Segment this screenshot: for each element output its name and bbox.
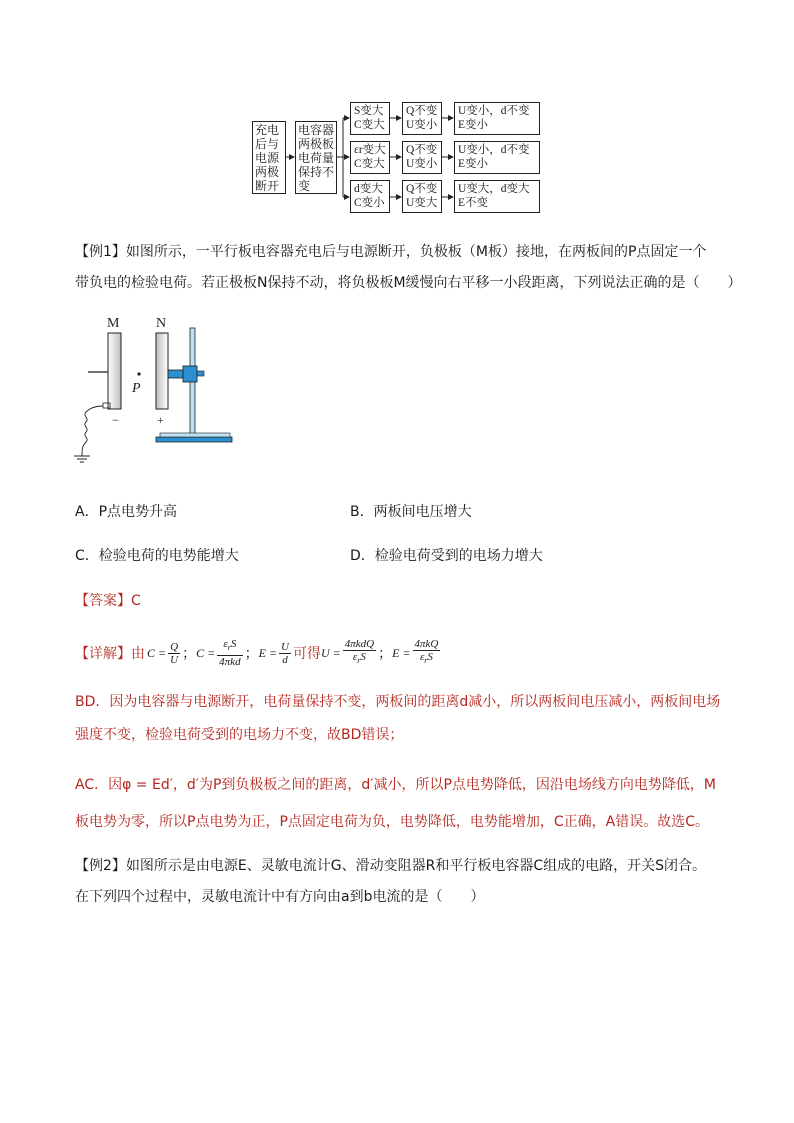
label-point-p: P	[132, 381, 141, 396]
formula-kede: 可得	[292, 646, 321, 662]
fraction-e-result: $\frac{\text{4πkQ}}{\varepsilon_rS}$	[414, 638, 439, 666]
explain-bd-line2: 强度不变，检验电荷受到的电场力不变，故BD错误；	[75, 727, 404, 743]
formula-c-plate: C =	[196, 645, 216, 660]
fraction-u-over-d: $\frac{U}{d}$	[281, 640, 289, 666]
flow-effect-line: Q不变	[406, 183, 438, 195]
example1-question-line2: 带负电的检验电荷。若正极板N保持不动，将负极板M缓慢向右平移一小段距离，下列说法正确的是（ ）	[75, 275, 742, 291]
stand-base-top	[160, 433, 230, 437]
example2-question-line2: 在下列四个过程中，灵敏电流计中有方向由a到b电流的是（ ）	[75, 889, 485, 905]
flow-effect-line: U变小	[406, 119, 438, 131]
answer-value: C	[131, 593, 141, 609]
flow-cause-line: C变小	[354, 197, 385, 209]
option-b[interactable]: B．两板间电压增大	[350, 504, 472, 520]
detail-intro: 由	[131, 646, 145, 662]
formula-sep-2: ；	[244, 646, 259, 662]
capacitor-figure	[70, 310, 250, 475]
option-c[interactable]: C．检验电荷的电势能增大	[75, 548, 239, 564]
label-minus: −	[112, 413, 119, 427]
fraction-u-result: $\frac{\text{4πkdQ}}{\varepsilon_rS}$	[344, 638, 375, 666]
flow-result-line: E变小	[458, 119, 489, 131]
flow-effect-line: U变小	[406, 158, 438, 170]
flow-cause-line: C变大	[354, 119, 385, 131]
flow-cause-line: C变大	[354, 158, 385, 170]
option-d[interactable]: D．检验电荷受到的电场力增大	[350, 548, 543, 564]
example1-text-line1: 如图所示，一平行板电容器充电后与电源断开，负极板（M板）接地，在两板间的P点固定一个	[125, 244, 707, 260]
formula-e-result-lhs: E =	[392, 645, 411, 660]
label-plus: +	[157, 413, 164, 427]
formula-u: U =	[320, 645, 341, 660]
fraction-eps-s: $\frac{\varepsilon_rS}{\text{4πkd}}$	[219, 638, 241, 668]
example2-question-line1	[75, 856, 706, 876]
plate-m[interactable]	[108, 333, 121, 409]
flow-effect-line: Q不变	[406, 105, 438, 117]
flow-cause-line: εr变大	[354, 144, 386, 156]
flow-result-line: U变小，d不变	[458, 144, 530, 156]
example1-question-line1	[75, 242, 706, 262]
explain-ac-line2: 板电势为零，所以P点电势为正，P点固定电荷为负，电势降低，电势能增加，C正确，A错误。故选C。	[75, 814, 710, 830]
detail-tag: 【详解】	[75, 646, 131, 662]
answer-line	[75, 591, 141, 611]
label-plate-n: N	[156, 316, 167, 331]
formula-sep-3: ；	[378, 646, 393, 662]
flow-effect-line: Q不变	[406, 144, 438, 156]
point-p	[137, 372, 140, 375]
flow-effect-line: U变大	[406, 197, 438, 209]
flow-cause-line: S变大	[354, 105, 384, 117]
stand-clamp	[183, 366, 197, 382]
flow-result-line: U变小，d不变	[458, 105, 530, 117]
formula-sep-1: ；	[182, 646, 197, 662]
plate-n	[156, 333, 168, 409]
ground-wire	[82, 406, 103, 456]
example1-tag: 【例1】	[75, 244, 126, 260]
detail-formula-line	[75, 633, 442, 673]
explain-ac-line1: AC．因φ = Ed′，d′为P到负极板之间的距离，d′减小，所以P点电势降低，因沿电场线方向电势降低，M	[75, 777, 716, 793]
example2-text-line1: 如图所示是由电源E、灵敏电流计G、滑动变阻器R和平行板电容器C组成的电路，开关S闭合。	[125, 858, 707, 874]
flow-result-line: E变小	[458, 158, 489, 170]
flow-cause-line: d变大	[354, 183, 383, 195]
flow-result-line: E不变	[458, 197, 489, 209]
stand-screw	[197, 371, 204, 376]
stand-base	[156, 437, 232, 442]
flow-start-label: 充电后与电源两极断开	[255, 123, 280, 193]
example2-tag: 【例2】	[75, 858, 126, 874]
option-a[interactable]: A．P点电势升高	[75, 504, 178, 520]
flow-middle-label: 电容器两极板电荷量保持不变	[298, 123, 335, 193]
explain-bd-line1: BD．因为电容器与电源断开，电荷量保持不变，两板间的距离d减小，所以两板间电压减小，两板间电场	[75, 694, 721, 710]
fraction-q-over-u: $\frac{Q}{U}$	[170, 640, 179, 666]
formula-c-def: C =	[147, 645, 167, 660]
answer-tag: 【答案】	[75, 593, 131, 609]
label-plate-m: M	[107, 316, 120, 331]
flow-arrows	[240, 95, 560, 220]
formula-e: E =	[258, 645, 278, 660]
flow-result-line: U变大，d变大	[458, 183, 530, 195]
